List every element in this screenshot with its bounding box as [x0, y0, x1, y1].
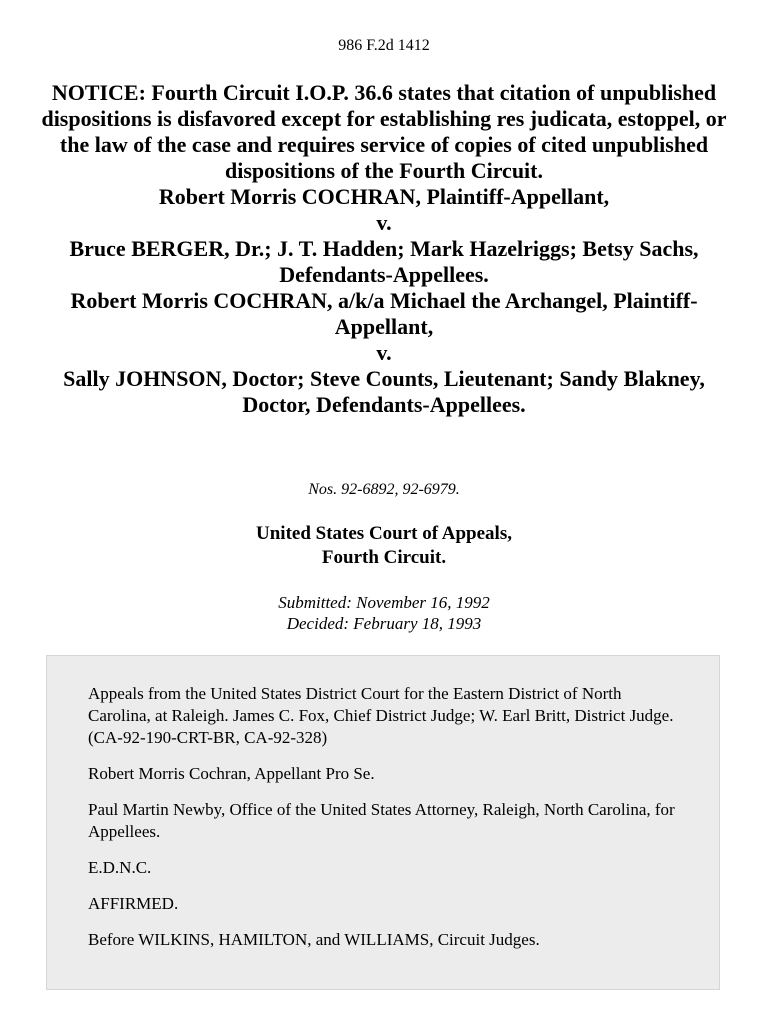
appeals-from-text: Appeals from the United States District Court for the Eastern District of North Carolina, at Raleigh. James C. Fox, Chief District Judge; W. Earl Britt, District Judge. (CA-92-190-CRT-BR, CA-92-328) — [88, 684, 674, 747]
case1-versus: v. — [376, 210, 392, 235]
case1-defendants: Bruce BERGER, Dr.; J. T. Hadden; Mark Hazelriggs; Betsy Sachs, Defendants-Appellees. — [69, 236, 699, 287]
unpublished-notice: NOTICE: Fourth Circuit I.O.P. 36.6 states that citation of unpublished dispositions is disfavored except for establishing res judicata, estoppel, or the law of the case and requires service of copies of cited unpublished dispositions of the Fourth Circuit. — [41, 80, 727, 183]
submitted-date: Submitted: November 16, 1992 — [278, 593, 490, 612]
case2-plaintiff: Robert Morris COCHRAN, a/k/a Michael the Archangel, Plaintiff-Appellant, — [70, 288, 698, 339]
court-name — [0, 522, 768, 570]
case-summary-content — [88, 683, 688, 965]
docket-numbers: Nos. 92-6892, 92-6979. — [308, 481, 460, 498]
appellant-text: Robert Morris Cochran, Appellant Pro Se. — [88, 764, 375, 783]
court-name-line2: Fourth Circuit. — [321, 547, 447, 568]
case1-plaintiff: Robert Morris COCHRAN, Plaintiff-Appellant, — [158, 184, 610, 209]
case-citation: 986 F.2d 1412 — [338, 37, 430, 54]
case-dates — [0, 592, 768, 634]
counsel-text: Paul Martin Newby, Office of the United States Attorney, Raleigh, North Carolina, for Appellees. — [88, 800, 675, 841]
case-caption — [40, 80, 728, 418]
case2-defendants: Sally JOHNSON, Doctor; Steve Counts, Lieutenant; Sandy Blakney, Doctor, Defendants-Appellees. — [63, 366, 705, 417]
disposition-text: AFFIRMED. — [88, 894, 179, 913]
case-summary-box — [46, 655, 720, 990]
panel-text: Before WILKINS, HAMILTON, and WILLIAMS, Circuit Judges. — [88, 930, 540, 949]
court-name-line1: United States Court of Appeals, — [256, 523, 512, 544]
case2-versus: v. — [376, 340, 392, 365]
district-court-abbrev: E.D.N.C. — [88, 858, 152, 877]
decided-date: Decided: February 18, 1993 — [286, 614, 482, 633]
